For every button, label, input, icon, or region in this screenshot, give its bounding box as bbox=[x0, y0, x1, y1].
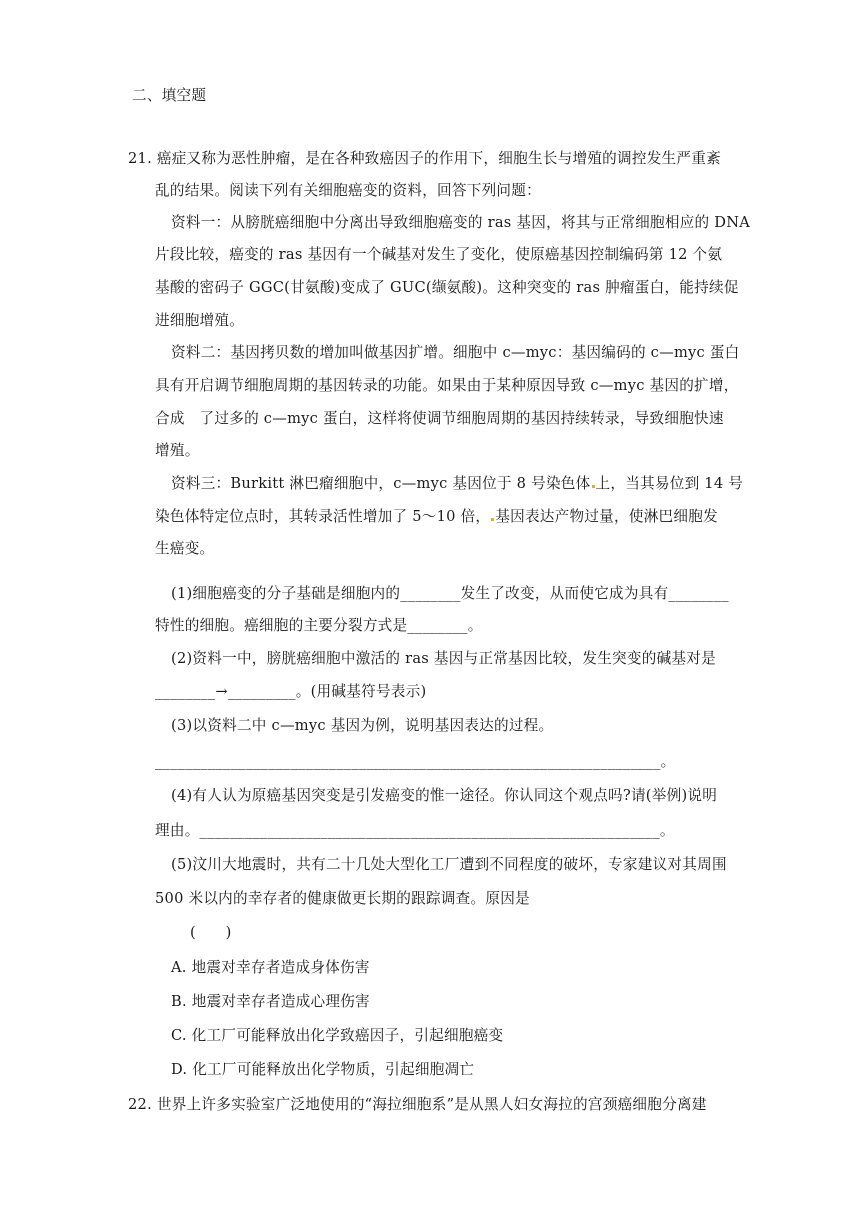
material-3-line-1-part-b: 上，当其易位到 14 号 bbox=[595, 475, 744, 492]
material-1-line-1: 资料一：从膀胱癌细胞中分离出导致细胞癌变的 ras 基因，将其与正常细胞相应的 DNA bbox=[171, 214, 751, 231]
material-1-line-2: 片段比较，癌变的 ras 基因有一个碱基对发生了变化，使原癌基因控制编码第 12 个氨 bbox=[155, 246, 723, 263]
material-3-line-1 bbox=[171, 474, 743, 494]
sub-question-5-line-2: 500 米以内的幸存者的健康做更长期的跟踪调查。原因是 bbox=[155, 890, 530, 907]
sub-question-4-line-2: 理由。_____________________________________________________________。 bbox=[155, 822, 675, 839]
question-22-stem-line-1: 22. 世界上许多实验室广泛地使用的“海拉细胞系”是从黑人妇女海拉的宫颈癌细胞分离建 bbox=[128, 1096, 707, 1113]
sub-question-2-line-2: ________→_________。(用碱基符号表示) bbox=[155, 683, 427, 700]
option-c: C. 化工厂可能释放出化学致癌因子，引起细胞癌变 bbox=[171, 1027, 504, 1044]
sub-question-2-line-1: (2)资料一中，膀胱癌细胞中激活的 ras 基因与正常基因比较，发生突变的碱基对是 bbox=[171, 650, 716, 667]
highlight-mark bbox=[491, 518, 494, 521]
material-2-line-2: 具有开启调节细胞周期的基因转录的功能。如果由于某种原因导致 c—myc 基因的扩增， bbox=[155, 377, 739, 394]
option-b: B. 地震对幸存者造成心理伤害 bbox=[171, 993, 370, 1010]
sub-question-5-line-1: (5)汶川大地震时，共有二十几处大型化工厂遭到不同程度的破坏，专家建议对其周围 bbox=[171, 856, 727, 873]
material-3-line-2-part-b: 基因表达产物过量，使淋巴细胞发 bbox=[495, 508, 718, 525]
sub-question-3-answer-line: ___________________________________________________________________。 bbox=[155, 753, 676, 770]
material-2-line-1: 资料二：基因拷贝数的增加叫做基因扩增。细胞中 c—myc：基因编码的 c—myc 蛋白 bbox=[171, 344, 740, 361]
material-1-line-4: 进细胞增殖。 bbox=[155, 312, 245, 329]
sub-question-3-line-1: (3)以资料二中 c—myc 基因为例，说明基因表达的过程。 bbox=[171, 717, 554, 734]
material-3-line-2-part-a: 染色体特定位点时，其转录活性增加了 5～10 倍， bbox=[155, 508, 491, 525]
material-3-line-1-part-a: 资料三：Burkitt 淋巴瘤细胞中，c—myc 基因位于 8 号染色体 bbox=[171, 475, 591, 492]
sub-question-1-line-1: (1)细胞癌变的分子基础是细胞内的________发生了改变，从而使它成为具有________ bbox=[171, 585, 729, 602]
option-d: D. 化工厂可能释放出化学物质，引起细胞凋亡 bbox=[171, 1061, 475, 1078]
material-2-line-4: 增殖。 bbox=[155, 442, 200, 459]
answer-parentheses: ( ) bbox=[190, 924, 232, 941]
material-3-line-2 bbox=[155, 507, 718, 527]
material-3-line-3: 生癌变。 bbox=[155, 540, 215, 557]
material-2-line-3: 合成 了过多的 c—myc 蛋白，这样将使调节细胞周期的基因持续转录，导致细胞快速 bbox=[155, 410, 724, 427]
question-21-stem-line-1: 21. 癌症又称为恶性肿瘤，是在各种致癌因子的作用下，细胞生长与增殖的调控发生严重紊 bbox=[128, 150, 721, 167]
sub-question-4-line-1: (4)有人认为原癌基因突变是引发癌变的惟一途径。你认同这个观点吗?请(举例)说明 bbox=[171, 787, 718, 804]
section-title: 二、填空题 bbox=[132, 87, 207, 104]
sub-question-1-line-2: 特性的细胞。癌细胞的主要分裂方式是________。 bbox=[155, 617, 483, 634]
option-a: A. 地震对幸存者造成身体伤害 bbox=[171, 959, 370, 976]
highlight-mark bbox=[592, 485, 595, 488]
question-21-stem-line-2: 乱的结果。阅读下列有关细胞癌变的资料，回答下列问题： bbox=[155, 182, 541, 199]
material-1-line-3: 基酸的密码子 GGC(甘氨酸)变成了 GUC(缬氨酸)。这种突变的 ras 肿瘤蛋白，能持续促 bbox=[155, 279, 739, 296]
